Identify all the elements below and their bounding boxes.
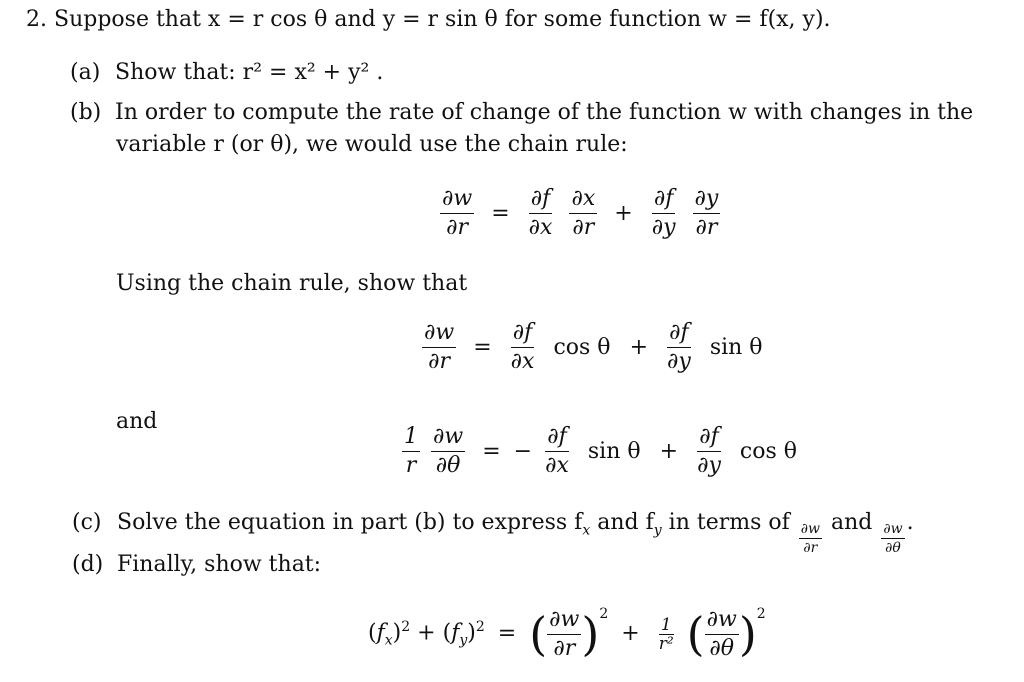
fraction-den: ∂θ	[435, 453, 461, 478]
fraction-num: ∂w	[883, 521, 903, 537]
fraction-den: ∂x	[545, 453, 569, 478]
exponent: 2	[599, 606, 609, 622]
plus-sign: +	[629, 334, 648, 360]
subscript-y: y	[653, 522, 662, 539]
part-b-line2	[116, 131, 628, 159]
equals-sign: =	[491, 200, 510, 226]
fraction-num: ∂w	[431, 424, 465, 452]
fraction-num: ∂w	[547, 607, 581, 635]
part-a	[70, 59, 383, 87]
fraction-den: ∂r	[428, 349, 451, 374]
trig-term: cos θ	[739, 438, 797, 464]
chain-rule-equation	[436, 186, 724, 241]
equals-sign: =	[497, 621, 517, 646]
using-chain-rule-text: Using the chain rule, show that	[116, 271, 468, 296]
part-b-text-line2: variable r (or θ), we would use the chain rule:	[116, 132, 628, 157]
final-equation	[368, 606, 766, 662]
problem-statement	[26, 6, 831, 34]
fraction-den: r²	[658, 633, 674, 654]
part-a-label: (a)	[70, 60, 101, 85]
part-d	[72, 551, 321, 579]
equals-sign: =	[473, 334, 492, 360]
part-c-text-end: in terms of	[668, 510, 790, 535]
fraction-den: ∂r	[803, 540, 818, 556]
fraction-num: ∂y	[693, 186, 721, 214]
fraction-den: ∂r	[446, 215, 469, 240]
fraction-num: ∂f	[529, 186, 553, 214]
fraction-den: ∂r	[695, 215, 718, 240]
fraction-num: ∂w	[705, 607, 739, 635]
fraction-num: ∂x	[569, 186, 597, 214]
minus-sign: −	[513, 438, 533, 464]
plus-sign: +	[614, 200, 633, 226]
part-c-text-and: and	[831, 510, 873, 535]
fraction-num: ∂f	[545, 424, 569, 452]
problem-intro: Suppose that x = r cos θ and y = r sin θ for some function w = f(x, y).	[54, 7, 831, 32]
part-b-label: (b)	[70, 100, 102, 125]
fraction-num: ∂w	[422, 320, 456, 348]
equals-sign: =	[482, 438, 501, 464]
part-c-text-start: Solve the equation in part (b) to express f	[117, 510, 583, 535]
fraction-den: r	[405, 453, 417, 478]
part-b-text-line1: In order to compute the rate of change of the function w with changes in the	[115, 100, 974, 125]
fraction-den: ∂x	[510, 349, 535, 374]
close-paren: )	[581, 607, 600, 661]
fraction-den: ∂θ	[885, 540, 901, 556]
fraction-den: ∂y	[667, 349, 691, 374]
fraction-num: 1	[402, 424, 420, 452]
fraction-den: ∂y	[651, 215, 676, 240]
and-text: and	[116, 409, 158, 434]
fraction-den: ∂y	[697, 453, 721, 478]
open-paren: (	[529, 607, 548, 661]
part-d-label: (d)	[72, 552, 104, 577]
trig-term: sin θ	[709, 334, 763, 360]
final-lhs: $(f_x)^2 + (f_y)^2$	[368, 619, 485, 649]
subscript-x: x	[582, 522, 591, 539]
trig-term: cos θ	[553, 334, 611, 360]
fraction-num: ∂w	[440, 186, 474, 214]
close-paren: )	[738, 607, 757, 661]
plus-sign: +	[659, 438, 679, 464]
dw-dr-equation	[418, 320, 769, 375]
fraction-num: ∂w	[800, 521, 821, 537]
fraction-num: 1	[660, 614, 672, 635]
part-c: (c) Solve the equation in part (b) to express $f_x$ and $f_y$ in terms of $\frac{\partial w}{\partial r}$ and $\frac{\partial w}{\partial\theta}$ .	[72, 510, 914, 556]
fraction-den: ∂x	[528, 215, 553, 240]
part-a-text: Show that: r² = x² + y² .	[115, 60, 384, 85]
fraction-num: ∂f	[511, 320, 535, 348]
dw-dtheta-equation	[398, 424, 803, 479]
fraction-den: ∂r	[553, 635, 576, 661]
part-b	[70, 99, 973, 127]
problem-number: 2.	[26, 7, 47, 32]
exponent: 2	[756, 606, 766, 622]
fraction-den: ∂r	[572, 215, 595, 240]
open-paren: (	[686, 607, 705, 661]
part-c-text-mid: and f	[597, 510, 654, 535]
part-d-text: Finally, show that:	[117, 552, 322, 577]
trig-term: sin θ	[587, 438, 641, 464]
fraction-num: ∂f	[652, 186, 676, 214]
fraction-den: ∂θ	[709, 635, 735, 661]
part-c-label: (c)	[72, 510, 102, 535]
fraction-num: ∂f	[697, 424, 721, 452]
fraction-num: ∂f	[667, 320, 691, 348]
plus-sign: +	[621, 621, 640, 646]
